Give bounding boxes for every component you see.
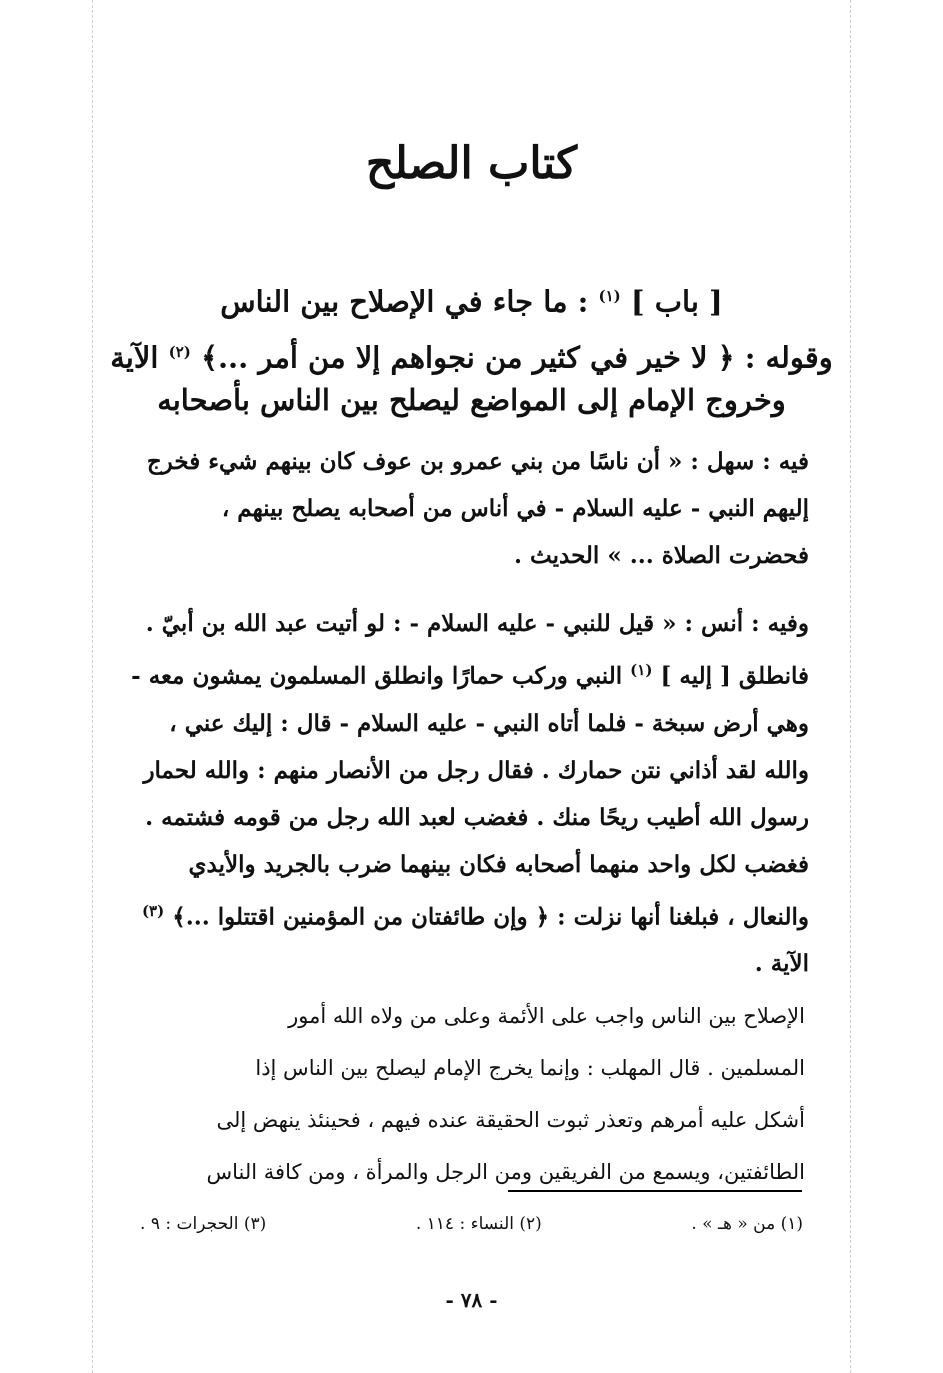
text-line: الطائفتين، ويسمع من الفريقين ومن الرجل والمرأة ، ومن كافة الناس (206, 1160, 805, 1184)
text-line: فيه : سهل : « أن ناسًا من بني عمرو بن عوف كان بينهم شيء فخرج (146, 448, 809, 475)
heading-text: [ باب ] (630, 284, 723, 319)
footnote-mark: (٢) (168, 343, 191, 361)
text-line: وفيه : أنس : « قيل للنبي - عليه السلام - : لو أتيت عبد الله بن أبيّ . (145, 610, 809, 637)
hadith-paragraph-1 (112, 438, 809, 579)
text-line: المسلمين . قال المهلب : وإنما يخرج الإمام ليصلح بين الناس إذا (255, 1056, 805, 1080)
text-line: إليهم النبي - عليه السلام - في أناس من أصحابه يصلح بينهم ، (221, 495, 809, 522)
footnote-mark: (١) (598, 287, 621, 305)
footnote-1: (١) من « هـ » . (691, 1214, 803, 1234)
text-fragment: النبي وركب حمارًا وانطلق المسلمون يمشون معه - (131, 662, 623, 690)
section-heading-subtitle: وخروج الإمام إلى المواضع ليصلح بين الناس بأصحابه (157, 383, 786, 417)
text-line: الآية . (754, 950, 809, 978)
footnotes (140, 1214, 803, 1234)
text-line: أشكل عليه أمرهم وتعذر ثبوت الحقيقة عنده فيهم ، فحينئذ ينهض إلى (216, 1108, 805, 1132)
footnote-3: (٣) الحجرات : ٩ . (140, 1214, 267, 1234)
section-heading-verse (100, 332, 843, 378)
footnote-2: (٢) النساء : ١١٤ . (415, 1214, 542, 1234)
text-line: الإصلاح بين الناس واجب على الأئمة وعلى من ولاه الله أمور (288, 1004, 805, 1028)
scan-artifact-line (92, 0, 93, 1373)
page-title: كتاب الصلح (365, 138, 578, 189)
text-line (112, 888, 809, 941)
text-fragment: والنعال ، فبلغنا أنها نزلت : ﴿ وإن طائفتان من المؤمنين اقتتلوا ...﴾ (172, 903, 809, 931)
text-line: فحضرت الصلاة ... » الحديث . (514, 542, 809, 569)
footnote-mark: (١) (630, 661, 653, 679)
footnote-mark: (٣) (141, 901, 165, 920)
text-line: رسول الله أطيب ريحًا منك . فغضب لعبد الله رجل من قومه فشتمه . (145, 803, 809, 831)
scan-artifact-line (850, 0, 851, 1373)
section-heading (100, 276, 843, 322)
text-line: وهي أرض سبخة - فلما أتاه النبي - عليه السلام - قال : إليك عني ، (169, 709, 809, 737)
heading-text: وقوله : ﴿ لا خير في كثير من نجواهم إلا من أمر ...﴾ (200, 340, 833, 375)
text-fragment: فانطلق [ إليه ] (660, 662, 809, 690)
heading-text: الآية (110, 340, 159, 375)
text-line (112, 647, 809, 700)
page-number: - ٧٨ - (445, 1288, 498, 1312)
heading-text: : ما جاء في الإصلاح بين الناس (220, 284, 589, 319)
text-line: والله لقد أذاني نتن حمارك . فقال رجل من الأنصار منهم : والله لحمار (143, 756, 809, 784)
footnote-separator (508, 1190, 802, 1192)
commentary-paragraph (118, 990, 805, 1198)
text-line: فغضب لكل واحد منهما أصحابه فكان بينهما ضرب بالجريد والأيدي (188, 850, 809, 878)
hadith-paragraph-2 (112, 600, 809, 987)
